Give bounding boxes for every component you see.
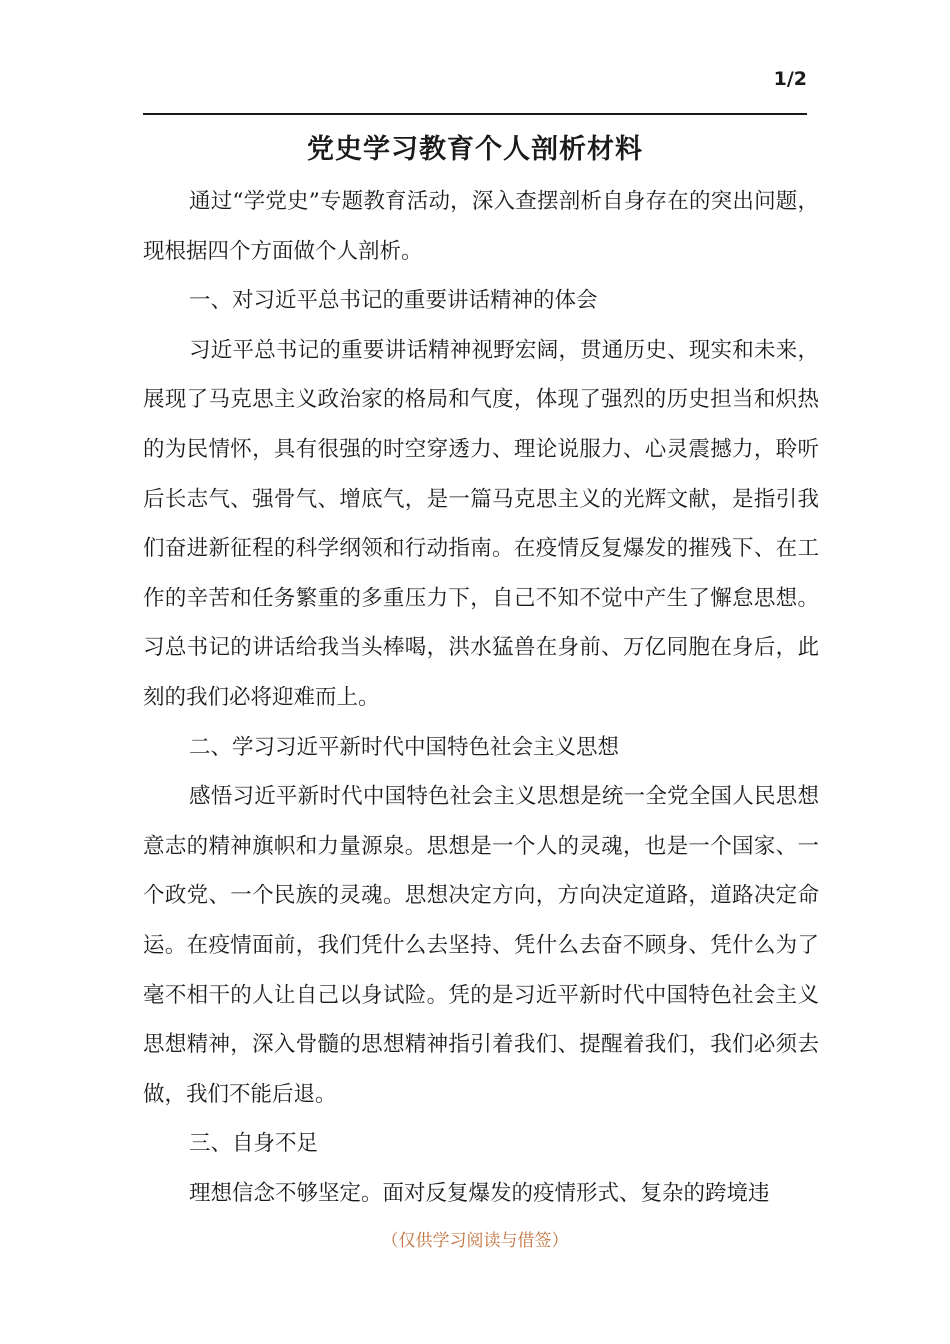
section-heading-1: 一、对习近平总书记的重要讲话精神的体会: [189, 288, 598, 314]
document-body: [143, 177, 819, 1218]
section-paragraph-2: 感悟习近平新时代中国特色社会主义思想是统一全党全国人民思想意志的精神旗帜和力量源泉。思想是一个人的灵魂，也是一个国家、一个政党、一个民族的灵魂。思想决定方向，方向决定道路，道路决定命运。在疫情面前，我们凭什么去坚持、凭什么去奋不顾身、凭什么为了毫不相干的人让自己以身试险。凭的是习近平新时代中国特色社会主义思想精神，深入骨髓的思想精神指引着我们、提醒着我们，我们必须去做，我们不能后退。: [143, 784, 819, 1107]
page-number: 1/2: [773, 68, 807, 90]
section-heading-3: 三、自身不足: [189, 1131, 319, 1157]
section-heading-2: 二、学习习近平新时代中国特色社会主义思想: [189, 734, 620, 760]
footer-note: （仅供学习阅读与借签）: [381, 1231, 569, 1251]
intro-paragraph: 通过“学党史”专题教育活动，深入查摆剖析自身存在的突出问题，现根据四个方面做个人剖析。: [143, 189, 819, 264]
section-paragraph-3: 理想信念不够坚定。面对反复爆发的疫情形式、复杂的跨境违: [189, 1180, 770, 1206]
document-title: 党史学习教育个人剖析材料: [307, 134, 643, 165]
section-paragraph-1: 习近平总书记的重要讲话精神视野宏阔，贯通历史、现实和未来，展现了马克思主义政治家的格局和气度，体现了强烈的历史担当和炽热的为民情怀，具有很强的时空穿透力、理论说服力、心灵震撼力，聆听后长志气、强骨气、增底气，是一篇马克思主义的光辉文献，是指引我们奋进新征程的科学纲领和行动指南。在疫情反复爆发的摧残下、在工作的辛苦和任务繁重的多重压力下，自己不知不觉中产生了懈怠思想。习总书记的讲话给我当头棒喝，洪水猛兽在身前、万亿同胞在身后，此刻的我们必将迎难而上。: [143, 337, 819, 710]
header-divider: [143, 113, 807, 115]
